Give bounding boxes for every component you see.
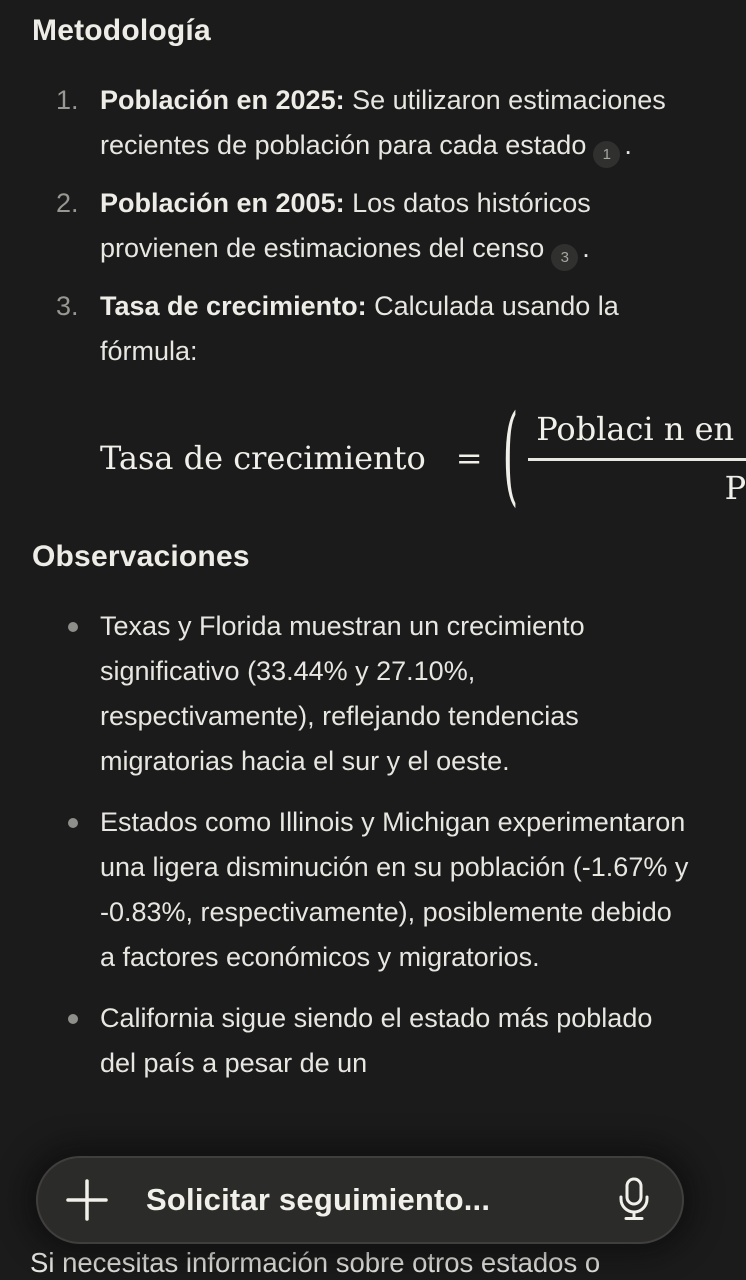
citation-badge-1[interactable]: 1 (593, 141, 620, 168)
list-item (32, 800, 690, 980)
list-item (32, 284, 690, 374)
item-suffix: . (624, 130, 632, 160)
section-title-metodologia: Metodología (32, 14, 211, 47)
microphone-icon (616, 1176, 652, 1224)
followup-input-bar[interactable] (36, 1156, 684, 1244)
plus-icon (65, 1178, 109, 1222)
item-text: Se utilizaron estimaciones recientes de población para cada estado (100, 85, 666, 160)
list-item (32, 604, 690, 784)
item-lead: Tasa de crecimiento: (100, 291, 367, 321)
mic-button[interactable] (616, 1176, 652, 1224)
item-lead: Población en 2005: (100, 188, 345, 218)
bullet-dot-icon (68, 622, 78, 632)
plus-button[interactable] (64, 1177, 110, 1223)
bullet-text: California sigue siendo el estado más poblado del país a pesar de un (100, 1003, 653, 1078)
observations-bullet-list (32, 604, 690, 1086)
list-marker: 1. (56, 85, 79, 115)
footer-paragraph: Si necesitas información sobre otros estados o (30, 1247, 601, 1278)
list-marker: 3. (56, 291, 79, 321)
fraction-denominator: P (724, 468, 746, 507)
list-item (32, 996, 690, 1086)
methodology-numbered-list (32, 78, 690, 374)
math-formula (100, 394, 746, 519)
list-item (32, 78, 690, 168)
section-title-observaciones: Observaciones (32, 540, 250, 573)
citation-badge-3[interactable]: 3 (551, 244, 578, 271)
fraction-numerator: Poblaci n en (528, 410, 746, 461)
open-paren-glyph: ( (502, 394, 519, 519)
bullet-text: Texas y Florida muestran un crecimiento significativo (33.44% y 27.10%, respectivamente), reflejando tendencias migratorias hacia el sur y el oeste. (100, 611, 585, 776)
fraction (528, 410, 746, 507)
followup-input-placeholder[interactable]: Solicitar seguimiento... (146, 1182, 491, 1217)
list-marker: 2. (56, 188, 79, 218)
item-lead: Población en 2025: (100, 85, 345, 115)
item-suffix: . (582, 233, 590, 263)
bullet-dot-icon (68, 1014, 78, 1024)
equals-sign: = (455, 439, 483, 477)
list-item (32, 181, 690, 271)
item-text: Calculada usando la fórmula: (100, 291, 619, 366)
formula-lhs: Tasa de crecimiento (100, 439, 426, 477)
bullet-dot-icon (68, 818, 78, 828)
bullet-text: Estados como Illinois y Michigan experimentaron una ligera disminución en su población (-1.67% y -0.83%, respectivamente), posiblemente debido a factores económicos y migratorios. (100, 807, 689, 972)
item-text: Los datos históricos provienen de estimaciones del censo (100, 188, 591, 263)
